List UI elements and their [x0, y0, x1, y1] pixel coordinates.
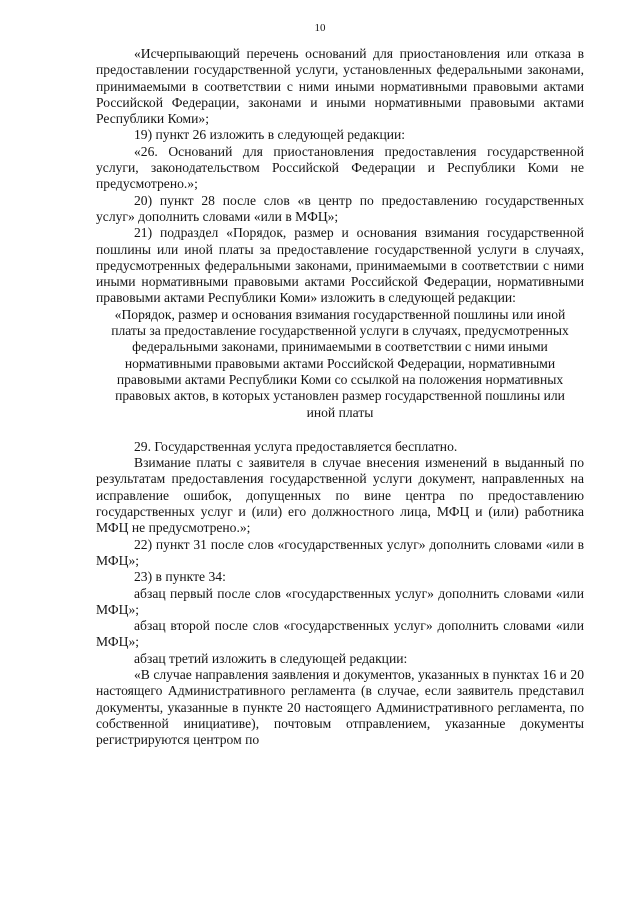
section-heading-block: [96, 307, 584, 421]
paragraph: абзац третий изложить в следующей редакции:: [134, 650, 408, 666]
paragraph: 21) подраздел «Порядок, размер и основания взимания государственной пошлины или иной платы за предоставление государственной услуги в случаях, предусмотренных федеральными законами, принимаемыми в соответствии с ними иными нормативными правовыми актами Российской Федерации, нормативными правовыми актами Республики Коми» изложить в следующей редакции:: [96, 225, 584, 306]
paragraph: 20) пункт 28 после слов «в центр по предоставлению государственных услуг» дополнить словами «или в МФЦ»;: [96, 192, 584, 224]
paragraph: «В случае направления заявления и документов, указанных в пунктах 16 и 20 настоящего Административного регламента (в случае, если заявитель представил документы, указанные в пункте 20 настоящего Административного регламента, по собственной инициативе), почтовым отправлением, указанные документы регистрируются центром по: [96, 666, 584, 748]
paragraph: 23) в пункте 34:: [134, 569, 226, 585]
paragraph: «Исчерпывающий перечень оснований для приостановления или отказа в предоставлении государственной услуги, установленных федеральными законами, принимаемыми в соответствии с ними иными нормативными правовыми актами Российской Федерации, законами и иными нормативными правовыми актами Республики Коми»;: [96, 46, 584, 127]
paragraph: «26. Оснований для приостановления предоставления государственной услуги, законодательством Российской Федерации и Республики Коми не предусмотрено.»;: [96, 143, 584, 192]
page-number: 10: [314, 22, 326, 34]
document-body: [96, 46, 584, 748]
paragraph: абзац второй после слов «государственных услуг» дополнить словами «или МФЦ»;: [96, 618, 584, 650]
paragraph: 19) пункт 26 изложить в следующей редакции:: [134, 127, 406, 143]
paragraph: 29. Государственная услуга предоставляется бесплатно.: [134, 438, 458, 454]
paragraph: Взимание платы с заявителя в случае внесения изменений в выданный по результатам предоставления государственной услуги документ, направленных на исправление ошибок, допущенных по вине центра по предоставлению государственных услуг и (или) его должностного лица, МФЦ и (или) работника МФЦ не предусмотрено.»;: [96, 455, 584, 536]
section-heading: «Порядок, размер и основания взимания государственной пошлины или иной платы за предоставление государственной услуги в случаях, предусмотренных федеральными законами, принимаемыми в соответствии с ними иными нормативными правовыми актами Российской Федерации, нормативными правовыми актами Республики Коми со ссылкой на положения нормативных правовых актов, в которых установлен размер государственной пошлины или иной платы: [111, 306, 569, 420]
paragraph: абзац первый после слов «государственных услуг» дополнить словами «или МФЦ»;: [96, 585, 584, 617]
paragraph: 22) пункт 31 после слов «государственных услуг» дополнить словами «или в МФЦ»;: [96, 536, 584, 568]
